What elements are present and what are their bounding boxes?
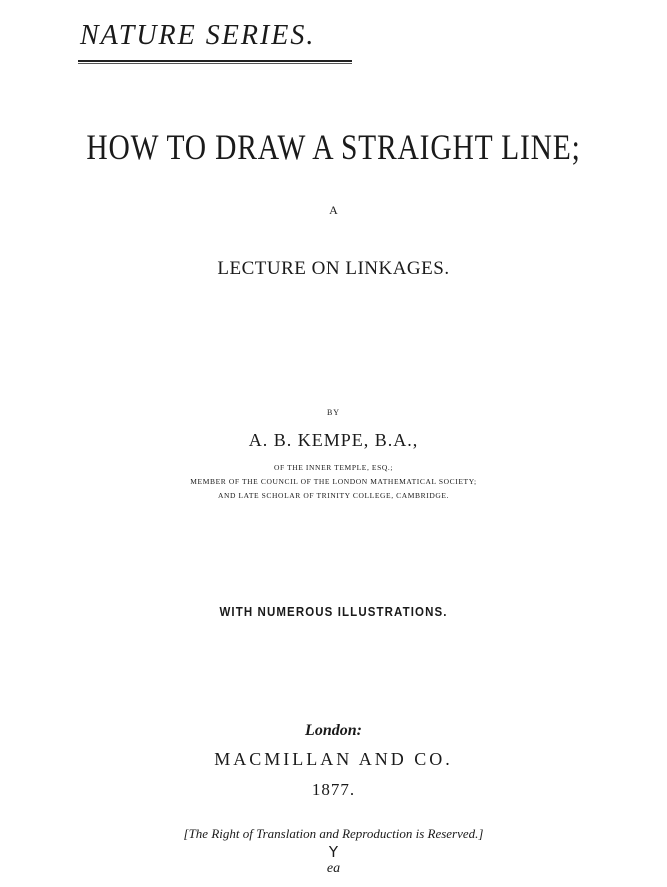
author-credential: AND LATE SCHOLAR OF TRINITY COLLEGE, CAMBRIDGE. (217, 491, 450, 500)
handwritten-mark: Y (328, 843, 339, 861)
series-underline (78, 60, 352, 62)
author-credential: MEMBER OF THE COUNCIL OF THE LONDON MATHEMATICAL SOCIETY; (190, 477, 477, 486)
handwritten-mark: ea (326, 861, 341, 876)
title-article: A (329, 203, 338, 217)
publisher-name: MACMILLAN AND CO. (214, 749, 453, 769)
series-underline-thin (78, 63, 352, 64)
rights-notice: [The Right of Translation and Reproduction is Reserved.] (183, 826, 484, 841)
book-title: HOW TO DRAW A STRAIGHT LINE; (86, 127, 581, 167)
illustrations-note: WITH NUMEROUS ILLUSTRATIONS. (219, 605, 448, 619)
book-subtitle: LECTURE ON LINKAGES. (217, 258, 450, 279)
series-name: NATURE SERIES. (80, 20, 316, 51)
by-line: BY (326, 408, 341, 417)
publication-year: 1877. (311, 780, 356, 799)
publication-place: London: (305, 722, 362, 739)
author-credential: OF THE INNER TEMPLE, ESQ.; (273, 463, 394, 472)
author-name: A. B. KEMPE, B.A., (248, 430, 419, 450)
